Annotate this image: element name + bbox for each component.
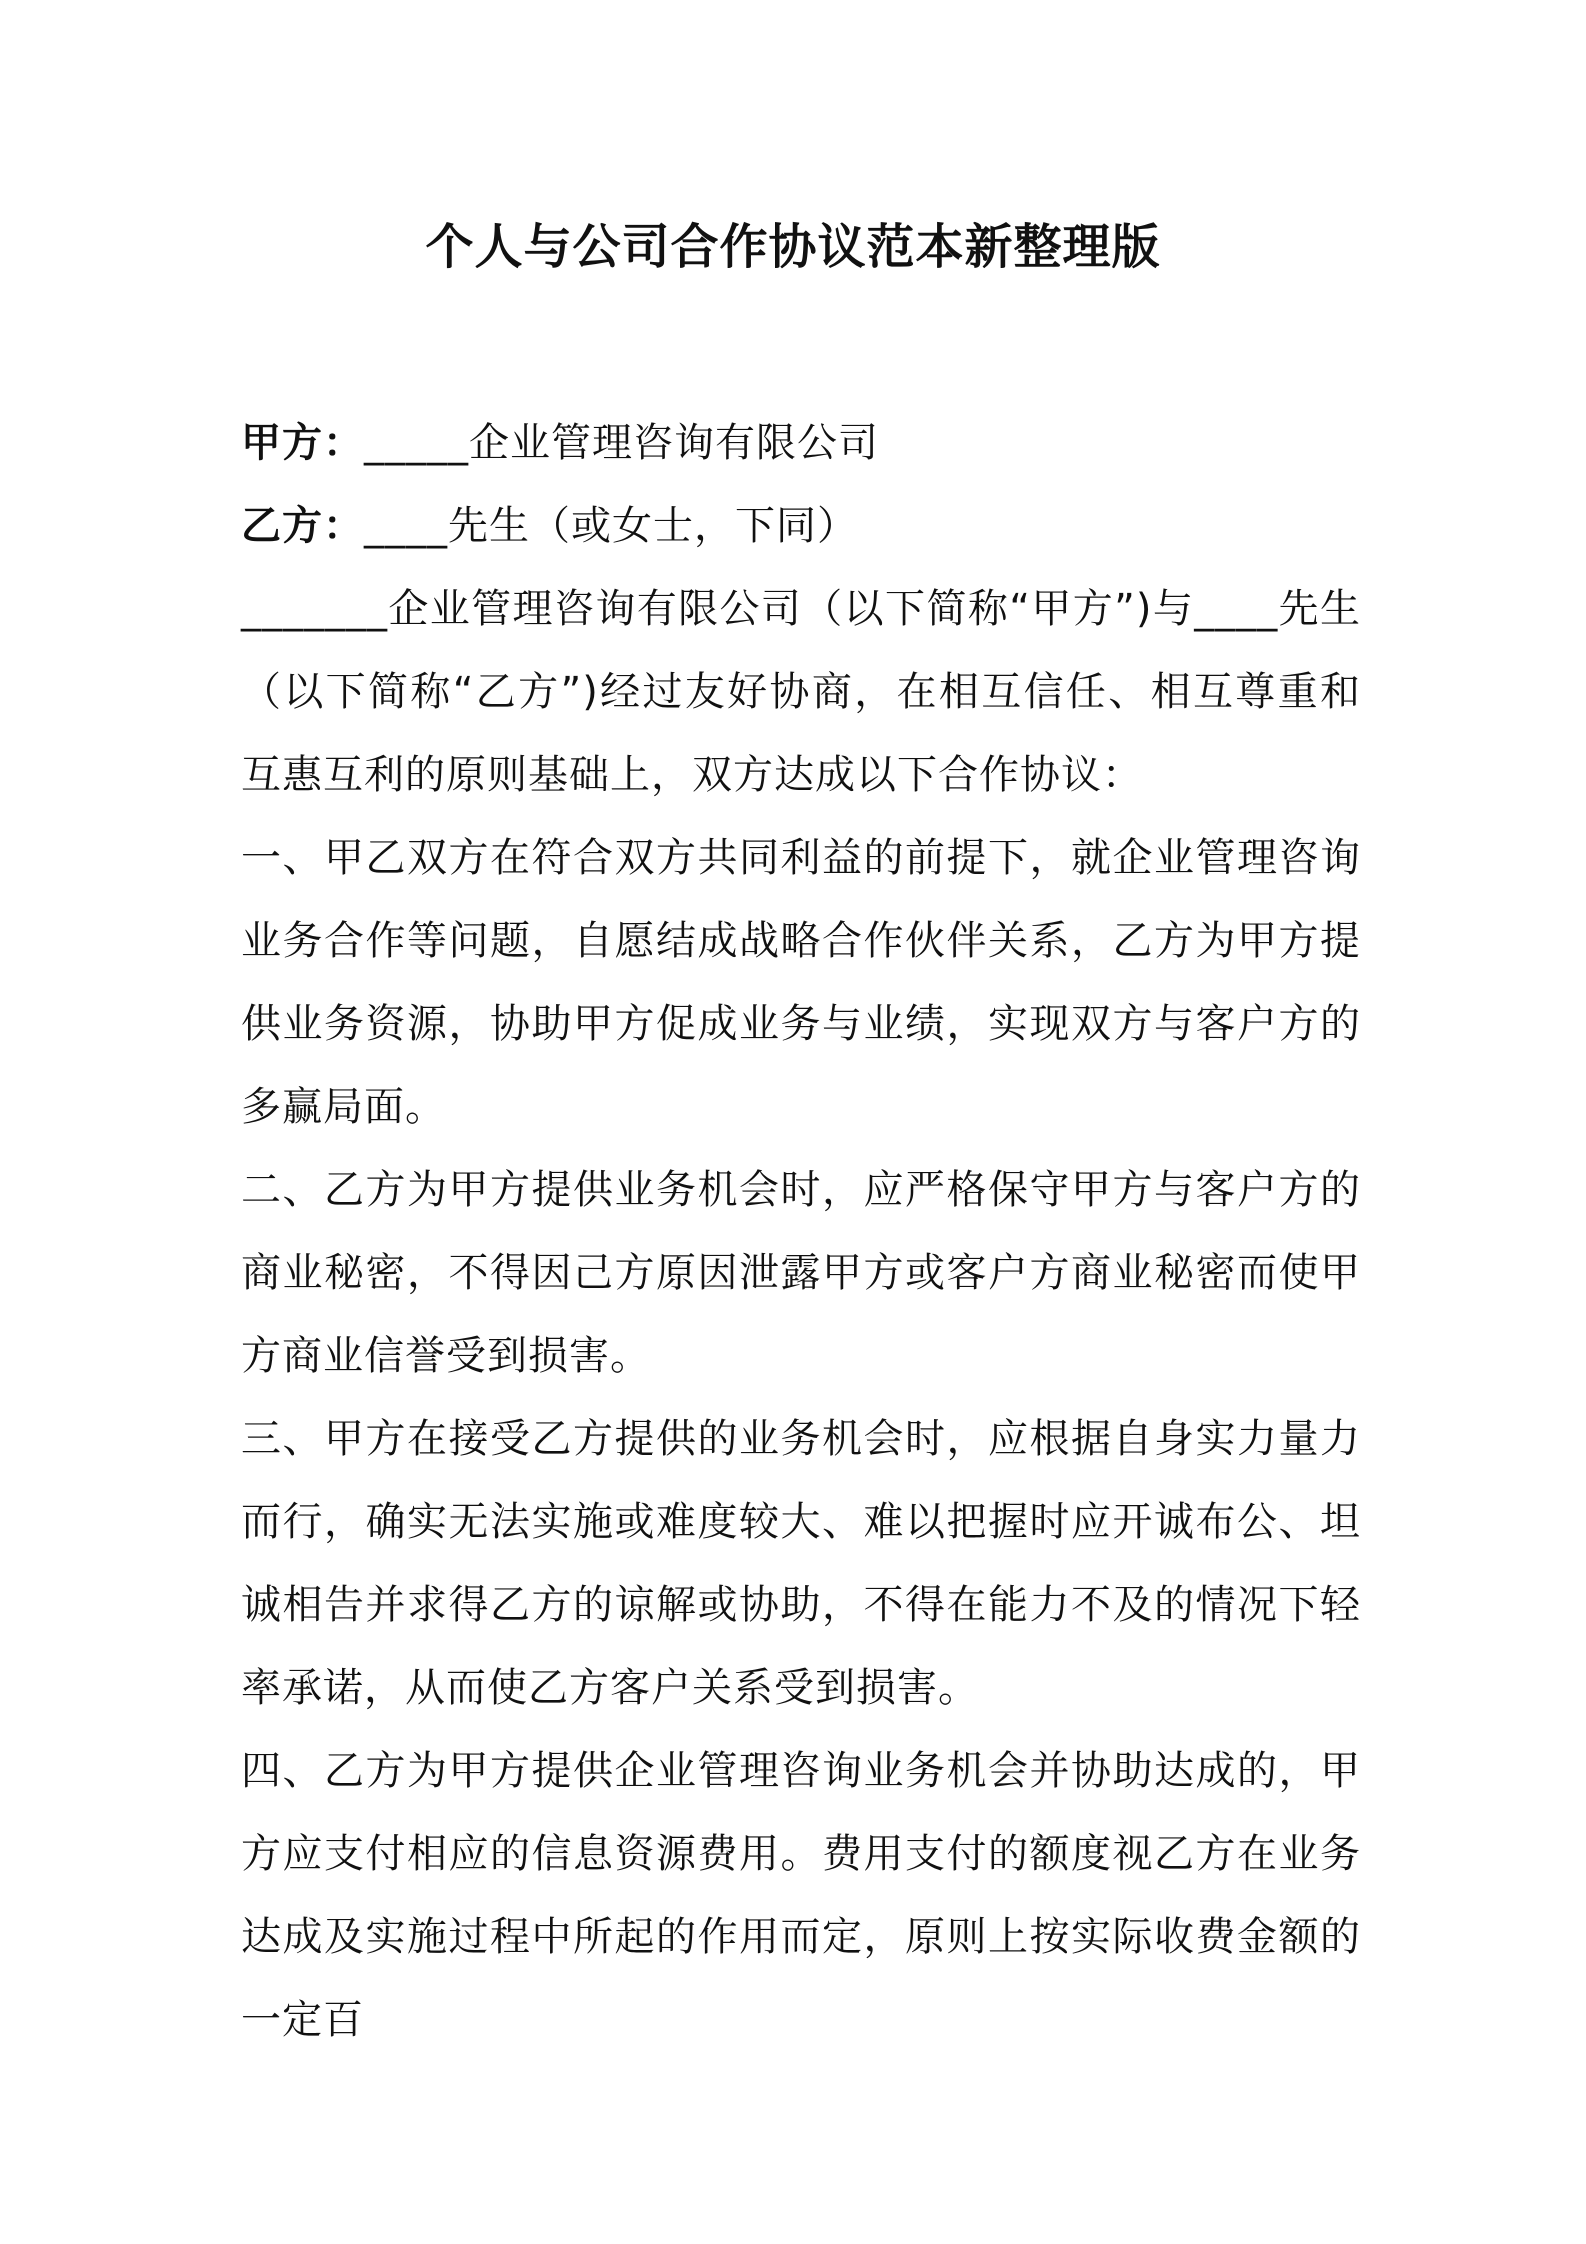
party-b-label: 乙方： bbox=[241, 503, 364, 549]
party-a-line bbox=[241, 402, 1361, 485]
clause-3-paragraph: 三、甲方在接受乙方提供的业务机会时，应根据自身实力量力而行，确实无法实施或难度较大、难以把握时应开诚布公、坦诚相告并求得乙方的谅解或协助，不得在能力不及的情况下轻率承诺，从而使乙方客户关系受到损害。 bbox=[241, 1416, 1361, 1711]
document-body bbox=[241, 402, 1361, 2062]
party-a-label: 甲方： bbox=[241, 420, 364, 466]
party-b-value: ____先生（或女士，下同） bbox=[364, 503, 858, 549]
clause-4-paragraph: 四、乙方为甲方提供企业管理咨询业务机会并协助达成的，甲方应支付相应的信息资源费用。费用支付的额度视乙方在业务达成及实施过程中所起的作用而定，原则上按实际收费金额的一定百 bbox=[241, 1748, 1361, 2043]
preamble-paragraph: _______企业管理咨询有限公司（以下简称“甲方”)与____先生（以下简称“乙方”)经过友好协商，在相互信任、相互尊重和互惠互利的原则基础上，双方达成以下合作协议： bbox=[241, 586, 1361, 798]
clause-1-paragraph: 一、甲乙双方在符合双方共同利益的前提下，就企业管理咨询业务合作等问题，自愿结成战略合作伙伴关系，乙方为甲方提供业务资源，协助甲方促成业务与业绩，实现双方与客户方的多赢局面。 bbox=[241, 835, 1361, 1130]
document-title: 个人与公司合作协议范本新整理版 bbox=[425, 219, 1161, 275]
party-a-value: _____企业管理咨询有限公司 bbox=[364, 420, 879, 466]
party-b-line bbox=[241, 485, 1361, 568]
clause-2-paragraph: 二、乙方为甲方提供业务机会时，应严格保守甲方与客户方的商业秘密，不得因己方原因泄露甲方或客户方商业秘密而使甲方商业信誉受到损害。 bbox=[241, 1167, 1361, 1379]
